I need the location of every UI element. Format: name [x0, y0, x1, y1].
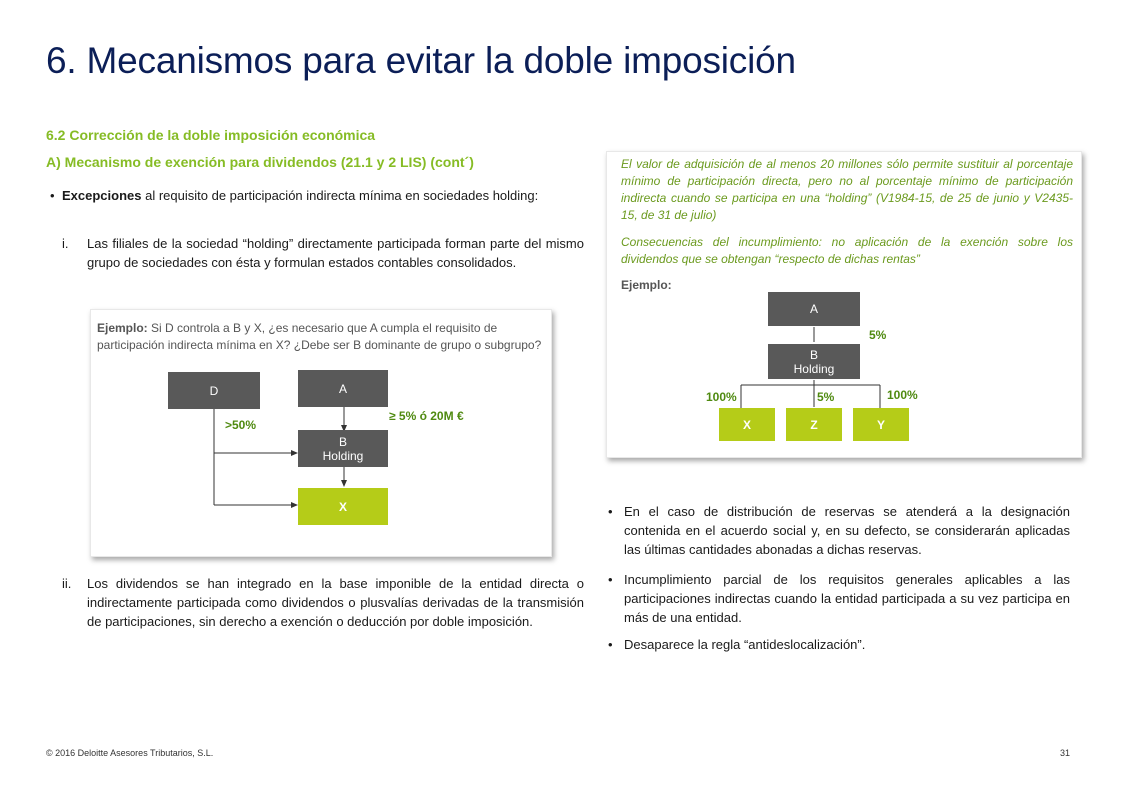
label-5-percent-mid: 5%	[817, 390, 835, 404]
subsection-subtitle: A) Mecanismo de exención para dividendos (21.1 y 2 LIS) (cont´)	[46, 154, 474, 170]
entity-box-b-holding	[298, 430, 388, 467]
non-compliance-note: Consecuencias del incumplimiento: no aplicación de la exención sobre los dividendos que se obtengan “respecto de dichas rentas”	[621, 235, 1073, 266]
example-label-right: Ejemplo:	[621, 278, 672, 292]
box-b-holding-label-right: Holding	[793, 361, 835, 376]
entity-box-z: Z	[786, 408, 842, 441]
exceptions-bold: Excepciones	[62, 188, 142, 203]
page-title: 6. Mecanismos para evitar la doble imposición	[46, 40, 796, 81]
bullet-icon: •	[50, 188, 55, 203]
exceptions-bullet-text	[62, 186, 584, 205]
entity-box-a-right: A	[768, 292, 860, 326]
partial-noncompliance-text: Incumplimiento parcial de los requisitos generales aplicables a las participaciones indirectas cuando la entidad participada a su vez participa en más de una entidad.	[624, 572, 1070, 625]
label-100-percent-left: 100%	[706, 390, 737, 404]
item-ii-label: ii.	[62, 576, 72, 591]
bullet-icon: •	[608, 637, 613, 652]
entity-box-d: D	[168, 372, 260, 409]
entity-box-y: Y	[853, 408, 909, 441]
example-label: Ejemplo:	[97, 321, 148, 335]
bullet-icon: •	[608, 504, 613, 519]
label-5-percent-top: 5%	[869, 328, 887, 342]
entity-box-a: A	[298, 370, 388, 407]
reserves-distribution-text: En el caso de distribución de reservas se atenderá a la designación contenida en el acuerdo social y, en su defecto, se considerarán aplicadas las últimas cantidades abonadas a dichas reservas.	[624, 504, 1070, 557]
arrow-b-x-icon	[341, 480, 347, 487]
entity-box-x: X	[298, 488, 388, 525]
label-5-percent-or-20m: ≥ 5% ó 20M €	[389, 409, 464, 423]
example-panel-right	[606, 151, 1082, 458]
entity-box-x-right: X	[719, 408, 775, 441]
section-subtitle: 6.2 Corrección de la doble imposición económica	[46, 127, 376, 143]
label-100-percent-right: 100%	[887, 388, 918, 402]
arrow-to-x-icon	[291, 502, 298, 508]
partial-noncompliance-bullet	[608, 570, 1070, 625]
copyright-footer: © 2016 Deloitte Asesores Tributarios, S.L.	[46, 748, 214, 758]
item-i-label: i.	[62, 236, 69, 251]
arrow-to-b-icon	[291, 450, 298, 456]
anti-relocation-text: Desaparece la regla “antideslocalización”.	[624, 637, 866, 652]
box-b-label-right: B	[809, 347, 818, 362]
example-panel-left	[90, 309, 552, 557]
box-b-holding-label: Holding	[322, 448, 364, 463]
exceptions-rest: al requisito de participación indirecta mínima en sociedades holding:	[141, 188, 539, 203]
page-number: 31	[1060, 748, 1071, 758]
bullet-icon: •	[608, 572, 613, 587]
anti-relocation-bullet	[608, 635, 1070, 654]
exceptions-bullet	[50, 186, 584, 205]
box-b-label: B	[338, 434, 347, 449]
reserves-distribution-bullet	[608, 502, 1070, 557]
acquisition-value-note: El valor de adquisición de al menos 20 millones sólo permite sustituir al porcentaje mínimo de participación directa, pero no al porcentaje mínimo de participación indirecta cuando se participa en una “holding” (V1984-15, de 25 de junio y V2435-15, de 31 de julio)	[621, 157, 1073, 222]
item-ii-text: Los dividendos se han integrado en la base imponible de la entidad directa o indirectamente participada como dividendos o plusvalías derivadas de la transmisión de participaciones, sin derecho a exención o deducción por doble imposición.	[87, 576, 584, 629]
example-question-text: Si D controla a B y X, ¿es necesario que A cumpla el requisito de participación indirecta mínima en X? ¿Debe ser B dominante de grupo o subgrupo?	[97, 321, 542, 352]
item-i-text: Las filiales de la sociedad “holding” directamente participada forman parte del mismo grupo de sociedades con ésta y formulan estados contables consolidados.	[87, 236, 584, 270]
label-over-50-percent: >50%	[225, 418, 257, 432]
entity-box-b-holding-right	[768, 344, 860, 379]
